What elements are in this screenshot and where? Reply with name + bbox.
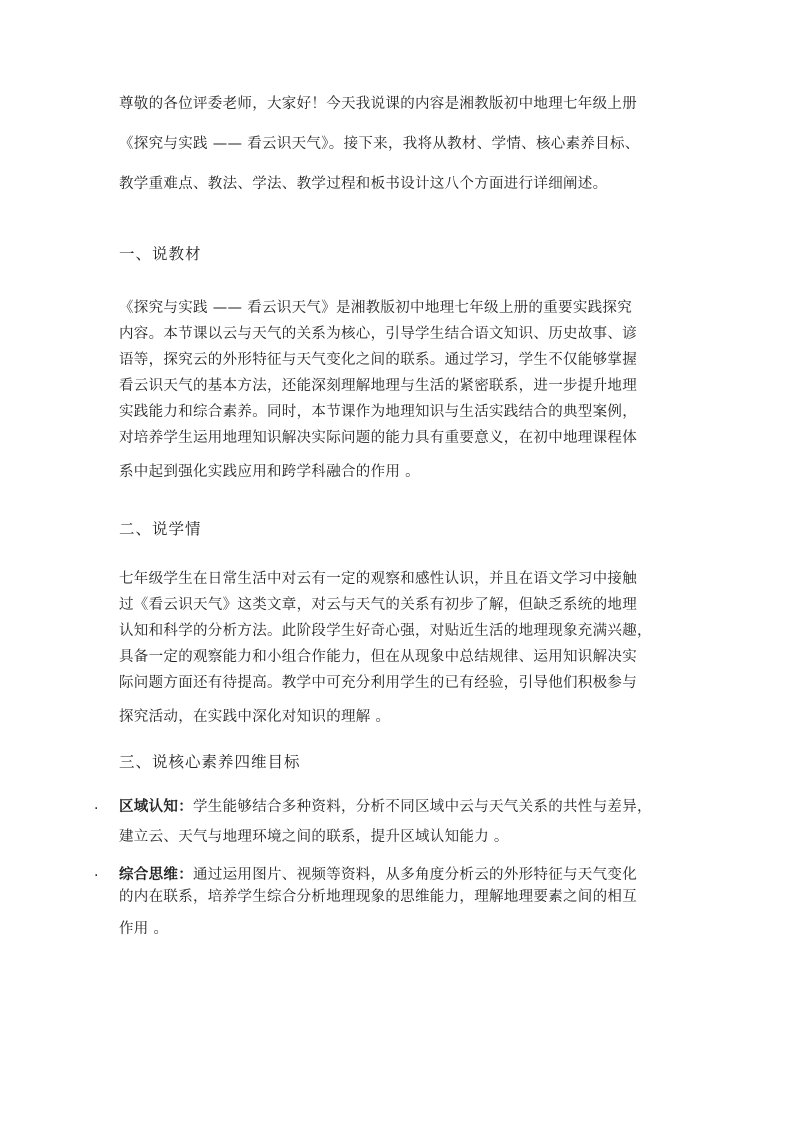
paragraph-line: 过《看云识天气》这类文章，对云与天气的关系有初步了解，但缺乏系统的地理 <box>119 597 637 613</box>
objective-text: 学生能够结合多种资料，分析不同区域中云与天气关系的共性与差异， <box>193 799 652 815</box>
intro-line: 尊敬的各位评委老师，大家好！今天我说课的内容是湘教版初中地理七年级上册 <box>119 96 637 112</box>
paragraph-line: 看云识天气的基本方法，还能深刻理解地理与生活的紧密联系，进一步提升地理 <box>119 378 637 394</box>
objective-line <box>119 797 679 827</box>
bullet-marker: . <box>94 797 99 813</box>
section-heading-objectives: 三、说核心素养四维目标 <box>119 753 301 771</box>
objective-label: 综合思维： <box>119 867 193 883</box>
objective-label: 区域认知： <box>119 799 193 815</box>
intro-line: 《探究与实践 —— 看云识天气》。接下来，我将从教材、学情、核心素养目标、 <box>119 136 640 152</box>
intro-line: 教学重难点、教法、学法、教学过程和板书设计这八个方面进行详细阐述。 <box>119 176 608 192</box>
paragraph-line: 七年级学生在日常生活中对云有一定的观察和感性认识，并且在语文学习中接触 <box>119 571 637 587</box>
textbook-paragraph <box>119 295 679 485</box>
paragraph-line: 具备一定的观察能力和小组合作能力，但在从现象中总结规律、运用知识解决实 <box>119 649 637 665</box>
paragraph-line: 际问题方面还有待提高。教学中可充分利用学生的已有经验，引导他们积极参与 <box>119 675 637 691</box>
objective-line: 建立云、天气与地理环境之间的联系，提升区域认知能力 。 <box>119 829 509 845</box>
objective-item-synthesis <box>94 864 679 940</box>
objective-text: 通过运用图片、视频等资料，从多角度分析云的外形特征与天气变化 <box>193 867 637 883</box>
intro-paragraph <box>119 84 679 204</box>
paragraph-line: 认知和科学的分析方法。此阶段学生好奇心强，对贴近生活的地理现象充满兴趣， <box>119 623 652 639</box>
objective-line: 作用 。 <box>119 921 169 937</box>
paragraph-line: 系中起到强化实践应用和跨学科融合的作用 。 <box>119 464 420 480</box>
paragraph-line: 对培养学生运用地理知识解决实际问题的能力具有重要意义，在初中地理课程体 <box>119 430 637 446</box>
objective-item-region <box>94 797 679 857</box>
paragraph-line: 《探究与实践 —— 看云识天气》是湘教版初中地理七年级上册的重要实践探究 <box>119 300 633 316</box>
paragraph-line: 内容。本节课以云与天气的关系为核心，引导学生结合语文知识、历史故事、谚 <box>119 326 637 342</box>
students-paragraph <box>119 566 679 730</box>
paragraph-line: 语等，探究云的外形特征与天气变化之间的联系。通过学习，学生不仅能够掌握 <box>119 352 637 368</box>
objective-line <box>119 864 679 886</box>
objective-line: 的内在联系，培养学生综合分析地理现象的思维能力，理解地理要素之间的相互 <box>119 889 637 905</box>
section-heading-textbook: 一、说教材 <box>119 245 202 263</box>
paragraph-line: 实践能力和综合素养。同时，本节课作为地理知识与生活实践结合的典型案例， <box>119 404 637 420</box>
paragraph-line: 探究活动，在实践中深化对知识的理解 。 <box>119 709 391 725</box>
section-heading-students: 二、说学情 <box>119 520 202 538</box>
bullet-marker: . <box>94 864 99 880</box>
